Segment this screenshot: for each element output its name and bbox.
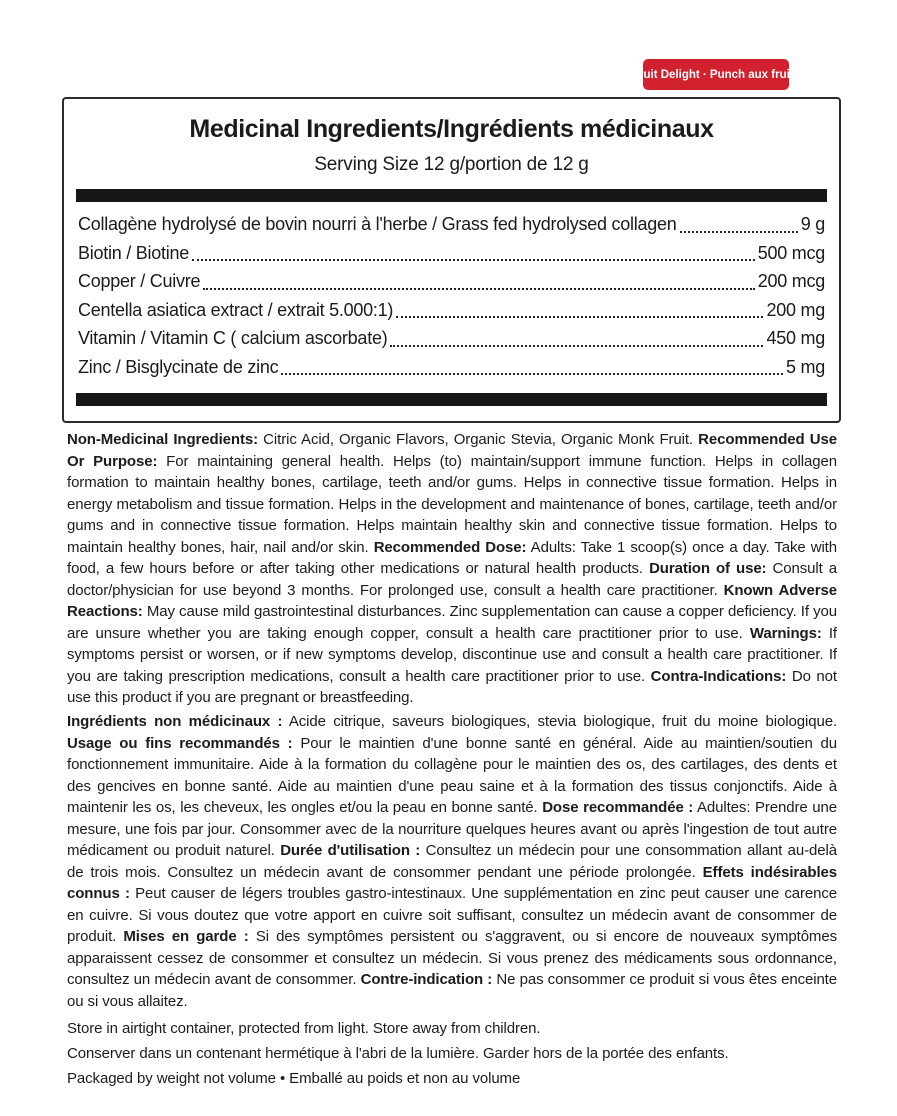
ingredient-row <box>78 353 825 382</box>
storage-instructions-en: Store in airtight container, protected from light. Store away from children. <box>67 1020 541 1037</box>
flavor-badge-label: Fruit Delight · Punch aux fruits <box>631 68 801 81</box>
divider-bar-bottom <box>76 393 827 406</box>
dot-leader <box>203 288 754 290</box>
dot-leader <box>680 231 798 233</box>
ingredient-name: Copper / Cuivre <box>78 271 201 291</box>
ingredient-row <box>78 210 825 239</box>
ingredient-amount: 500 mcg <box>757 242 825 263</box>
divider-bar-top <box>76 189 827 202</box>
non-medicinal-paragraph-english: Non-Medicinal Ingredients: Citric Acid, Organic Flavors, Organic Stevia, Organic Monk Fruit. Recommended Use Or Purpose: For maintaining general health. Helps (to) maintain/support immune function. Helps in collagen formation to maintain healthy bones, cartilage, teeth and/or gums. Helps in connective tissue formation. Helps in energy metabolism and tissue formation. Helps in the development and maintenance of bones, cartilage, teeth and/or gums and in connective tissue formation. Helps maintain healthy skin and connective tissue formation. Helps to maintain healthy bones, hair, nail and/or skin. Recommended Dose: Adults: Take 1 scoop(s) once a day. Take with food, a few hours before or after taking other medications or natural health products. Duration of use: Consult a doctor/physician for use beyond 3 months. For prolonged use, consult a health care practitioner. Known Adverse Reactions: May cause mild gastrointestinal disturbances. Zinc supplementation can cause a copper deficiency. If you are unsure whether you are taking enough copper, consult a health care practitioner prior to use. Warnings: If symptoms persist or worsen, or if new symptoms develop, discontinue use and consult a health care practitioner. If you are taking prescription medications, consult a health care practitioner prior to use. Contra-Indications: Do not use this product if you are pregnant or breastfeeding. <box>67 431 837 706</box>
ingredient-row <box>78 296 825 325</box>
ingredient-row <box>78 239 825 268</box>
ingredient-amount: 200 mcg <box>757 271 825 291</box>
dot-leader <box>281 373 783 375</box>
medicinal-ingredients-panel <box>62 97 841 423</box>
storage-footer <box>67 1016 857 1091</box>
ingredient-row <box>78 267 825 296</box>
panel-title: Medicinal Ingredients/Ingrédients médicinaux <box>189 115 714 143</box>
serving-size: Serving Size 12 g/portion de 12 g <box>314 154 589 175</box>
ingredient-amount: 200 mg <box>766 299 825 320</box>
ingredient-amount: 450 mg <box>766 328 825 348</box>
ingredient-name: Biotin / Biotine <box>78 242 190 263</box>
ingredient-name: Collagène hydrolysé de bovin nourri à l'herbe / Grass fed hydrolysed collagen <box>78 214 677 234</box>
flavor-badge <box>631 59 801 90</box>
non-medicinal-paragraph-french: Ingrédients non médicinaux : Acide citrique, saveurs biologiques, stevia biologique, fruit du moine biologique. Usage ou fins recommandés : Pour le maintien d'une bonne santé en général. Aide au maintien/soutien du fonctionnement immunitaire. Aide à la formation du collagène pour le maintien des os, des cartilages, des dents et des gencives en bonne santé. Aide au maintien d'une peau saine et à la formation des tissus conjonctifs. Aide à maintenir les os, les cheveux, les ongles et/ou la peau en bonne santé. Dose recommandée : Adultes: Prendre une mesure, une fois par jour. Consommer avec de la nourriture quelques heures avant ou après l'ingestion de tout autre médicament ou produit naturel. Durée d'utilisation : Consultez un médecin pour une consommation allant au-delà de trois mois. Consultez un médecin avant de consommer pendant une période prolongée. Effets indésirables connus : Peut causer de légers troubles gastro-intestinaux. Une supplémentation en zinc peut causer une carence en cuivre. Si vous doutez que votre apport en cuivre soit suffisant, consultez un médecin avant de consommer de produit. Mises en garde : Si des symptômes persistent ou s'aggravent, ou si encore de nouveaux symptômes apparaissent cessez de consommer et consultez un médecin. Si vous prenez des médicaments sous ordonnance, consultez un médecin avant de consommer. Contre-indication : Ne pas consommer ce produit si vous êtes enceinte ou si vous allaitez. <box>67 713 838 1010</box>
ingredient-name: Vitamin / Vitamin C ( calcium ascorbate) <box>78 328 388 348</box>
packaging-note: Packaged by weight not volume • Emballé au poids et non au volume <box>67 1070 521 1087</box>
ingredient-amount: 9 g <box>800 214 825 234</box>
dot-leader <box>396 316 763 318</box>
ingredient-list <box>64 202 839 389</box>
ingredient-name: Zinc / Bisglycinate de zinc <box>78 356 279 377</box>
ingredient-name: Centella asiatica extract / extrait 5.000:1) <box>78 299 394 320</box>
storage-instructions-fr: Conserver dans un contenant hermétique à l'abri de la lumière. Garder hors de la portée des enfants. <box>67 1045 729 1062</box>
dot-leader <box>192 259 755 261</box>
ingredient-row <box>78 324 825 353</box>
dot-leader <box>390 345 763 347</box>
ingredient-amount: 5 mg <box>785 356 825 377</box>
